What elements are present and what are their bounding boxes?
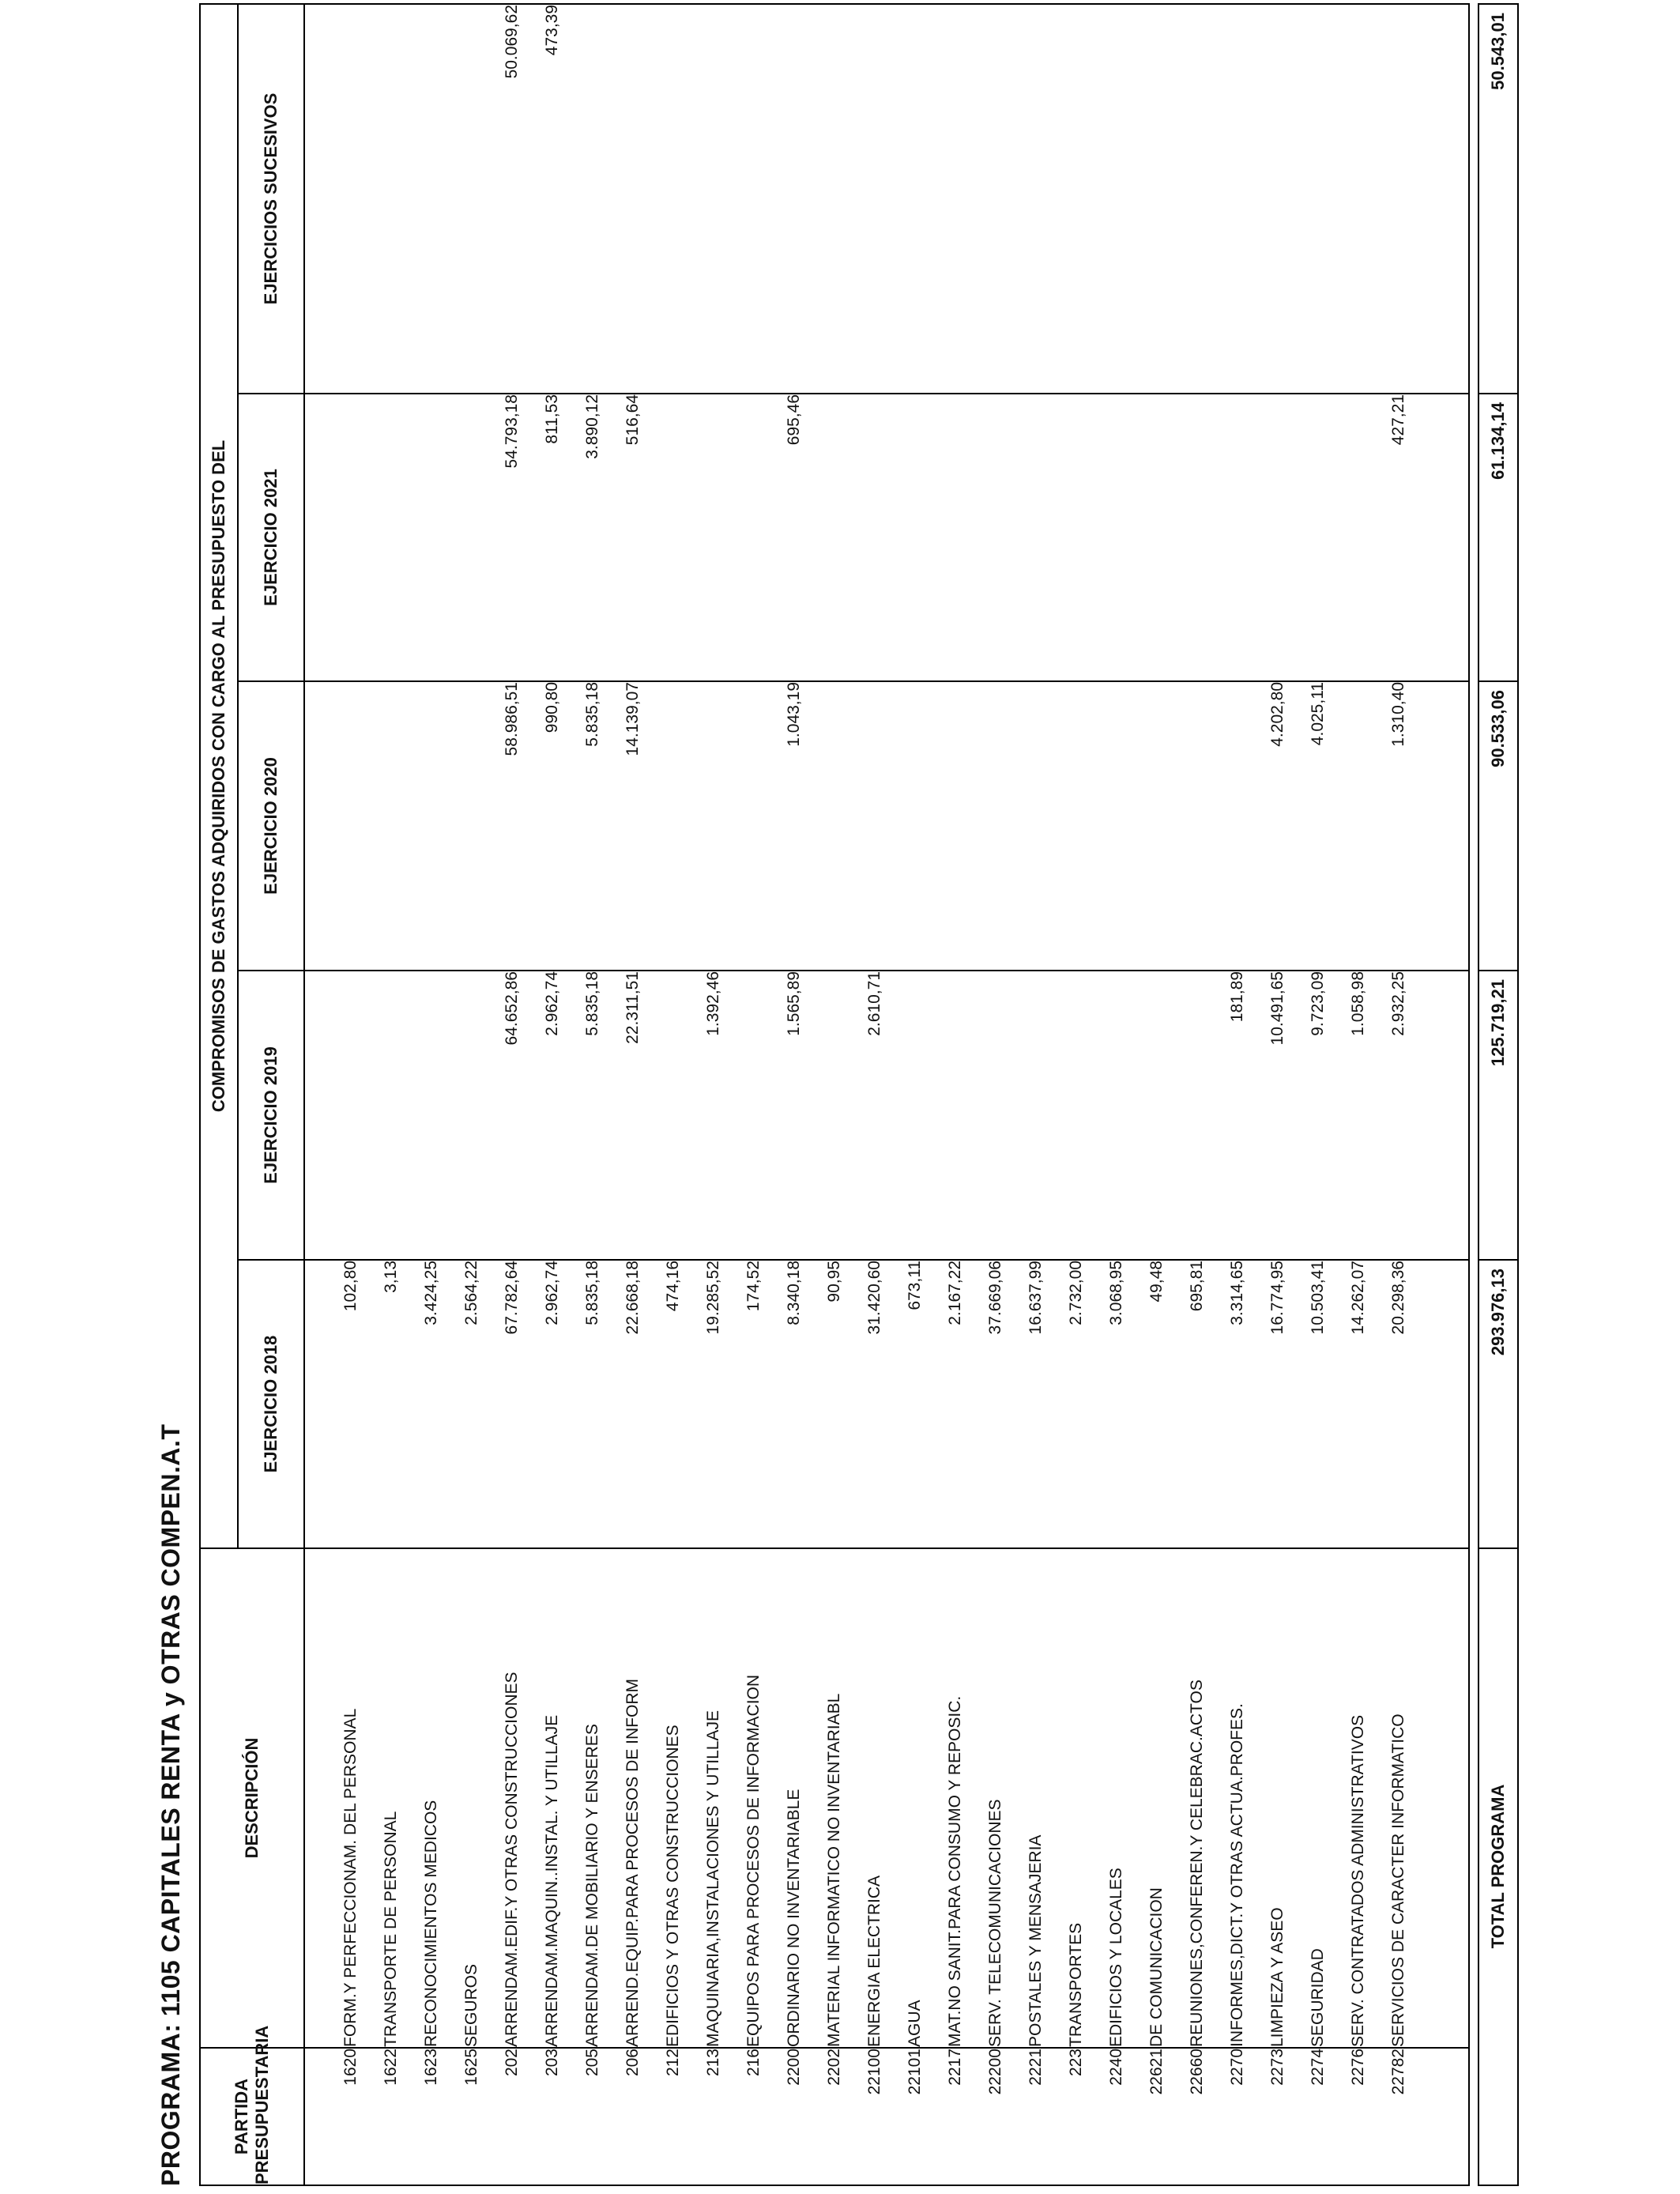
amount-e2021	[1177, 394, 1217, 681]
amount-e2019	[1015, 971, 1056, 1260]
amount-e2020	[451, 681, 492, 971]
descripcion-text: EDIFICIOS Y OTRAS CONSTRUCCIONES	[653, 1548, 693, 2048]
header-descripcion: DESCRIPCIÓN	[200, 1548, 304, 2048]
partida-code: 22200	[986, 2049, 1004, 2095]
amount-e2021	[1217, 394, 1257, 681]
amount-e2021	[814, 394, 854, 681]
partida-code: 22782	[1389, 2049, 1407, 2095]
amount-e2019: 1.565,89	[774, 971, 814, 1260]
amount-suc	[814, 4, 854, 394]
amount-e2020	[1096, 681, 1136, 971]
amount-e2020	[814, 681, 854, 971]
amount-e2019: 5.835,18	[572, 971, 612, 1260]
table-row	[572, 4, 612, 2185]
amount-e2021	[330, 394, 371, 681]
amount-e2019	[1177, 971, 1217, 1260]
descripcion-text: EDIFICIOS Y LOCALES	[1096, 1548, 1136, 2048]
table-row	[975, 4, 1015, 2185]
partida-code: 22100	[865, 2049, 883, 2095]
descripcion-text: AGUA	[895, 1548, 935, 2048]
amount-suc	[895, 4, 935, 394]
budget-table	[199, 3, 1470, 2186]
amount-e2020	[371, 681, 411, 971]
partida-code: 212	[664, 2049, 682, 2077]
amount-e2019	[733, 971, 774, 1260]
amount-e2018: 3.314,65	[1217, 1260, 1257, 1548]
partida-code: 1625	[462, 2049, 480, 2086]
table-row	[492, 4, 532, 2185]
amount-e2019: 10.491,65	[1257, 971, 1298, 1260]
partida-code: 22101	[906, 2049, 924, 2095]
amount-suc	[1177, 4, 1217, 394]
total-sucesivos: 50.543,01	[1478, 4, 1518, 394]
amount-suc: 50.069,62	[492, 4, 532, 394]
amount-e2021	[371, 394, 411, 681]
table-row	[330, 4, 371, 2185]
amount-suc	[733, 4, 774, 394]
amount-e2018: 3.424,25	[411, 1260, 451, 1548]
table-row	[1056, 4, 1096, 2185]
header-ejercicios-sucesivos: EJERCICIOS SUCESIVOS	[238, 4, 304, 394]
amount-e2018: 20.298,36	[1378, 1260, 1418, 1548]
descripcion-text: SEGUROS	[451, 1548, 492, 2048]
amount-e2018: 22.668,18	[612, 1260, 653, 1548]
amount-e2020	[935, 681, 975, 971]
descripcion-text: ARRENDAM.DE MOBILIARIO Y ENSERES	[572, 1548, 612, 2048]
amount-e2018: 3,13	[371, 1260, 411, 1548]
amount-suc	[774, 4, 814, 394]
amount-e2019	[411, 971, 451, 1260]
descripcion-text: TRANSPORTES	[1056, 1548, 1096, 2048]
amount-e2020	[653, 681, 693, 971]
total-2018: 293.976,13	[1478, 1260, 1518, 1548]
amount-e2019	[371, 971, 411, 1260]
amount-e2018: 90,95	[814, 1260, 854, 1548]
descripcion-text: SERV. TELECOMUNICACIONES	[975, 1548, 1015, 2048]
table-row	[895, 4, 935, 2185]
table-row	[451, 4, 492, 2185]
descripcion-text: RECONOCIMIENTOS MEDICOS	[411, 1548, 451, 2048]
amount-e2018: 474,16	[653, 1260, 693, 1548]
amount-e2018: 2.167,22	[935, 1260, 975, 1548]
amount-suc	[411, 4, 451, 394]
table-row	[1338, 4, 1378, 2185]
amount-e2019	[653, 971, 693, 1260]
table-row	[411, 4, 451, 2185]
amount-e2019	[1056, 971, 1096, 1260]
amount-suc	[653, 4, 693, 394]
amount-e2019: 9.723,09	[1298, 971, 1338, 1260]
amount-e2020: 14.139,07	[612, 681, 653, 971]
amount-e2019	[935, 971, 975, 1260]
amount-e2020	[411, 681, 451, 971]
amount-e2018: 19.285,52	[693, 1260, 733, 1548]
amount-e2019	[451, 971, 492, 1260]
amount-e2021	[451, 394, 492, 681]
table-row	[1257, 4, 1298, 2185]
total-row	[1478, 4, 1518, 2185]
amount-e2019	[975, 971, 1015, 1260]
amount-e2018: 8.340,18	[774, 1260, 814, 1548]
amount-suc	[572, 4, 612, 394]
amount-e2018: 174,52	[733, 1260, 774, 1548]
amount-e2021: 54.793,18	[492, 394, 532, 681]
amount-e2020	[1338, 681, 1378, 971]
amount-suc	[330, 4, 371, 394]
amount-e2021	[411, 394, 451, 681]
partida-code: 2200	[785, 2049, 803, 2086]
partida-code: 22621	[1147, 2049, 1166, 2095]
amount-suc	[975, 4, 1015, 394]
amount-e2021: 811,53	[532, 394, 572, 681]
amount-e2020: 5.835,18	[572, 681, 612, 971]
partida-code: 1623	[422, 2049, 440, 2086]
amount-e2020	[1015, 681, 1056, 971]
descripcion-text: ORDINARIO NO INVENTARIABLE	[774, 1548, 814, 2048]
descripcion-text: EQUIPOS PARA PROCESOS DE INFORMACION	[733, 1548, 774, 2048]
amount-e2018: 31.420,60	[854, 1260, 895, 1548]
amount-e2020	[1056, 681, 1096, 971]
descripcion-text: TRANSPORTE DE PERSONAL	[371, 1548, 411, 2048]
amount-e2019	[330, 971, 371, 1260]
amount-e2018: 3.068,95	[1096, 1260, 1136, 1548]
amount-e2018: 14.262,07	[1338, 1260, 1378, 1548]
amount-suc	[612, 4, 653, 394]
amount-suc	[371, 4, 411, 394]
descripcion-text: REUNIONES,CONFEREN.Y CELEBRAC.ACTOS	[1177, 1548, 1217, 2048]
amount-e2018: 16.774,95	[1257, 1260, 1298, 1548]
amount-e2020	[895, 681, 935, 971]
partida-code: 2276	[1349, 2049, 1367, 2086]
amount-e2020: 58.986,51	[492, 681, 532, 971]
amount-e2019: 64.652,86	[492, 971, 532, 1260]
descripcion-text: FORM.Y PERFECCIONAM. DEL PERSONAL	[330, 1548, 371, 2048]
amount-e2021: 695,46	[774, 394, 814, 681]
table-row	[854, 4, 895, 2185]
amount-e2020: 1.043,19	[774, 681, 814, 971]
amount-e2018: 16.637,99	[1015, 1260, 1056, 1548]
amount-e2018: 10.503,41	[1298, 1260, 1338, 1548]
descripcion-text: ENERGIA ELECTRICA	[854, 1548, 895, 2048]
amount-e2018: 673,11	[895, 1260, 935, 1548]
table-row	[612, 4, 653, 2185]
descripcion-text: LIMPIEZA Y ASEO	[1257, 1548, 1298, 2048]
table-body	[304, 4, 1469, 2185]
amount-e2021	[653, 394, 693, 681]
table-row	[532, 4, 572, 2185]
amount-suc	[1056, 4, 1096, 394]
amount-suc	[854, 4, 895, 394]
amount-e2018: 2.564,22	[451, 1260, 492, 1548]
table-row	[774, 4, 814, 2185]
amount-e2018: 2.732,00	[1056, 1260, 1096, 1548]
amount-e2020	[1177, 681, 1217, 971]
amount-e2020	[975, 681, 1015, 971]
amount-e2021	[1096, 394, 1136, 681]
amount-e2021: 3.890,12	[572, 394, 612, 681]
header-partida-line1: PARTIDA	[232, 2078, 251, 2155]
table-row	[693, 4, 733, 2185]
total-2019: 125.719,21	[1478, 971, 1518, 1260]
descripcion-text: ARRENDAM.EDIF.Y OTRAS CONSTRUCCIONES	[492, 1548, 532, 2048]
amount-e2020	[1217, 681, 1257, 971]
amount-e2020	[733, 681, 774, 971]
partida-code: 1620	[341, 2049, 360, 2086]
amount-e2020	[693, 681, 733, 971]
table-row	[814, 4, 854, 2185]
partida-code: 205	[583, 2049, 601, 2077]
filler-row	[1418, 4, 1469, 2185]
table-row	[1015, 4, 1056, 2185]
descripcion-text: SERVICIOS DE CARACTER INFORMATICO	[1378, 1548, 1418, 2048]
amount-e2019	[895, 971, 935, 1260]
amount-e2020	[1136, 681, 1177, 971]
amount-e2021	[975, 394, 1015, 681]
amount-e2018: 37.669,06	[975, 1260, 1015, 1548]
header-ejercicio-2019: EJERCICIO 2019	[238, 971, 304, 1260]
table-row	[935, 4, 975, 2185]
table-row	[1177, 4, 1217, 2185]
amount-e2019: 1.392,46	[693, 971, 733, 1260]
partida-code: 202	[503, 2049, 521, 2077]
amount-e2019	[1136, 971, 1177, 1260]
partida-code: 2273	[1268, 2049, 1286, 2086]
header-partida-line2: PRESUPUESTARIA	[252, 2025, 272, 2185]
amount-e2019	[814, 971, 854, 1260]
total-2021: 61.134,14	[1478, 394, 1518, 681]
partida-code: 213	[704, 2049, 722, 2077]
descripcion-text: SERV. CONTRATADOS ADMINISTRATIVOS	[1338, 1548, 1378, 2048]
amount-e2021	[1015, 394, 1056, 681]
table-row	[371, 4, 411, 2185]
table-row	[1378, 4, 1418, 2185]
amount-e2018: 5.835,18	[572, 1260, 612, 1548]
header-ejercicio-2020: EJERCICIO 2020	[238, 681, 304, 971]
table-row	[1217, 4, 1257, 2185]
partida-code: 206	[623, 2049, 642, 2077]
amount-e2020: 4.202,80	[1257, 681, 1298, 971]
amount-suc	[693, 4, 733, 394]
partida-code: 2274	[1309, 2049, 1327, 2086]
amount-e2020	[854, 681, 895, 971]
amount-e2019: 1.058,98	[1338, 971, 1378, 1260]
amount-e2019: 2.932,25	[1378, 971, 1418, 1260]
program-title: PROGRAMA: 1105 CAPITALES RENTA y OTRAS COMPEN.A.T	[156, 1423, 185, 2186]
amount-e2021	[1298, 394, 1338, 681]
table-row	[1298, 4, 1338, 2185]
amount-e2020: 4.025,11	[1298, 681, 1338, 971]
amount-e2021	[935, 394, 975, 681]
descripcion-text: INFORMES,DICT.Y OTRAS ACTUA.PROFES.	[1217, 1548, 1257, 2048]
partida-code: 203	[543, 2049, 561, 2077]
header-ejercicio-2021: EJERCICIO 2021	[238, 394, 304, 681]
total-2020: 90.533,06	[1478, 681, 1518, 971]
descripcion-text: MAT.NO SANIT.PARA CONSUMO Y REPOSIC.	[935, 1548, 975, 2048]
table-row	[1096, 4, 1136, 2185]
amount-suc	[1257, 4, 1298, 394]
partida-code: 1622	[382, 2049, 400, 2086]
amount-e2021	[895, 394, 935, 681]
header-partida	[200, 2025, 304, 2185]
amount-suc	[1015, 4, 1056, 394]
descripcion-text: MATERIAL INFORMATICO NO INVENTARIABL	[814, 1548, 854, 2048]
descripcion-text: ARRENDAM.MAQUIN..INSTAL. Y UTILLAJE	[532, 1548, 572, 2048]
partida-code: 223	[1067, 2049, 1085, 2077]
amount-suc	[1378, 4, 1418, 394]
partida-code: 2270	[1228, 2049, 1246, 2086]
table-row	[1136, 4, 1177, 2185]
partida-code: 2217	[946, 2049, 964, 2086]
amount-e2021	[733, 394, 774, 681]
amount-e2020	[330, 681, 371, 971]
amount-e2021	[1056, 394, 1096, 681]
descripcion-text: MAQUINARIA,INSTALACIONES Y UTILLAJE	[693, 1548, 733, 2048]
amount-e2021: 427,21	[1378, 394, 1418, 681]
amount-e2019	[1096, 971, 1136, 1260]
partida-code: 216	[744, 2049, 763, 2077]
amount-suc	[935, 4, 975, 394]
table-row	[653, 4, 693, 2185]
amount-e2018: 102,80	[330, 1260, 371, 1548]
total-label: TOTAL PROGRAMA	[1488, 1784, 1508, 1949]
amount-e2020: 990,80	[532, 681, 572, 971]
descripcion-text: ARREND.EQUIP.PARA PROCESOS DE INFORM	[612, 1548, 653, 2048]
amount-e2021	[854, 394, 895, 681]
amount-e2021	[1257, 394, 1298, 681]
partida-code: 2202	[825, 2049, 843, 2086]
partida-code: 2240	[1107, 2049, 1125, 2086]
total-row-table	[1478, 3, 1519, 2186]
partida-code: 2221	[1026, 2049, 1045, 2086]
amount-e2021	[1136, 394, 1177, 681]
descripcion-text: POSTALES Y MENSAJERIA	[1015, 1548, 1056, 2048]
header-group-compromisos: COMPROMISOS DE GASTOS ADQUIRIDOS CON CARGO AL PRESUPUESTO DEL	[200, 4, 238, 1548]
amount-e2021	[693, 394, 733, 681]
descripcion-text: SEGURIDAD	[1298, 1548, 1338, 2048]
amount-e2018: 67.782,64	[492, 1260, 532, 1548]
amount-e2021: 516,64	[612, 394, 653, 681]
amount-e2021	[1338, 394, 1378, 681]
amount-e2019: 22.311,51	[612, 971, 653, 1260]
amount-suc: 473,39	[532, 4, 572, 394]
amount-e2019: 2.610,71	[854, 971, 895, 1260]
partida-code: 22660	[1188, 2049, 1206, 2095]
amount-e2019: 2.962,74	[532, 971, 572, 1260]
amount-suc	[1338, 4, 1378, 394]
amount-suc	[1217, 4, 1257, 394]
amount-e2019: 181,89	[1217, 971, 1257, 1260]
table-row	[733, 4, 774, 2185]
amount-e2018: 49,48	[1136, 1260, 1177, 1548]
amount-suc	[1096, 4, 1136, 394]
amount-e2018: 2.962,74	[532, 1260, 572, 1548]
descripcion-text: DE COMUNICACION	[1136, 1548, 1177, 2048]
amount-e2018: 695,81	[1177, 1260, 1217, 1548]
amount-suc	[1136, 4, 1177, 394]
header-ejercicio-2018: EJERCICIO 2018	[238, 1260, 304, 1548]
amount-e2020: 1.310,40	[1378, 681, 1418, 971]
amount-suc	[1298, 4, 1338, 394]
amount-suc	[451, 4, 492, 394]
